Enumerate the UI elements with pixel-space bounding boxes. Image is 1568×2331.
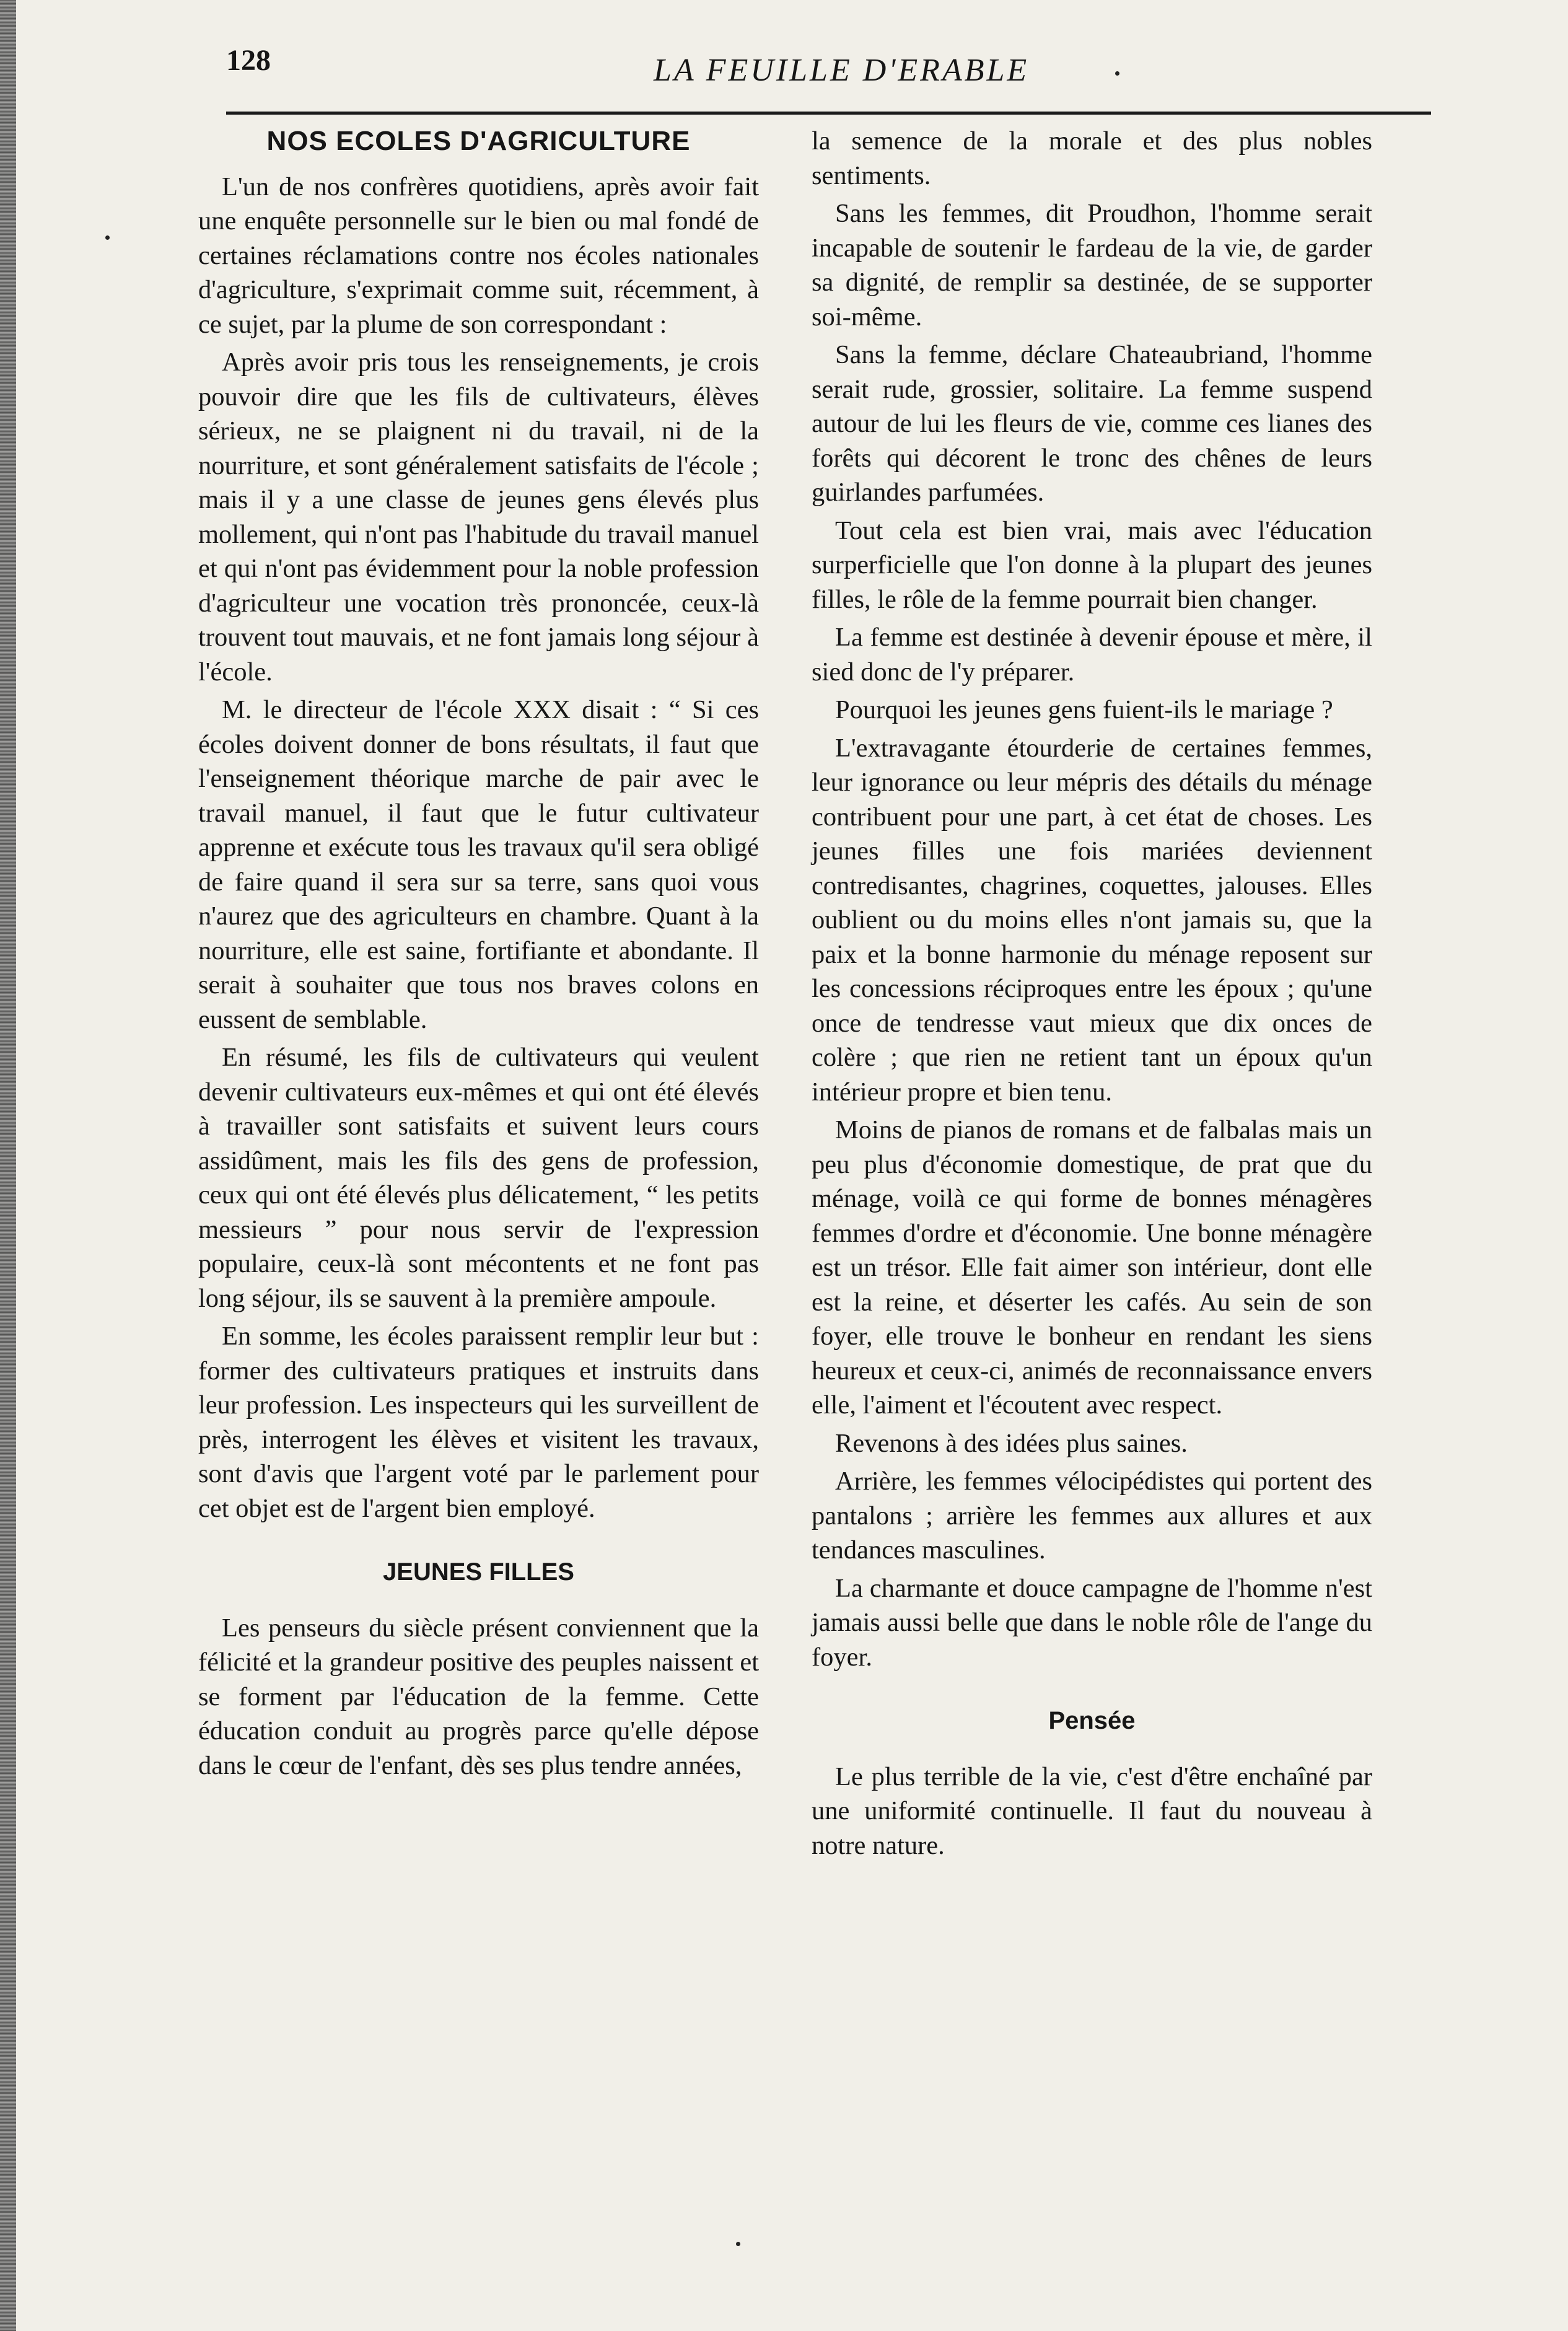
article-paragraph: La femme est destinée à devenir épouse et mère, il sied donc de l'y préparer. [812,623,1372,687]
article-paragraph: La charmante et douce campagne de l'homme n'est jamais aussi belle que dans le noble rôle de l'ange du foyer. [812,1573,1372,1672]
article-paragraph: Sans la femme, déclare Chateaubriand, l'homme serait rude, grossier, solitaire. La femme suspend autour de lui les fleurs de vie, comme ces lianes des forêts qui décorent le tronc des chênes de leurs guirlandes parfumées. [812,340,1372,507]
article-paragraph: Moins de pianos de romans et de falbalas mais un peu plus d'économie domestique, de prat que du ménage, voilà ce qui forme de bonnes ménagères femmes d'ordre et d'économie. Une bonne ménagère est un trésor. Elle fait aimer son intérieur, dont elle est la reine, et déserter les cafés. Au sein de son foyer, elle trouve le bonheur en rendant les siens heureux et ceux-ci, animés de reconnaissance envers elle, l'aiment et l'écoutent avec respect. [812,1115,1372,1420]
article-paragraph: Tout cela est bien vrai, mais avec l'éducation surperficielle que l'on donne à la plupart des jeunes filles, le rôle de la femme pourrait bien changer. [812,516,1372,614]
header-rule [226,112,1431,115]
print-speck [736,2242,740,2246]
article-paragraph: Pourquoi les jeunes gens fuient-ils le mariage ? [835,695,1333,724]
article-paragraph: Le plus terrible de la vie, c'est d'être enchaîné par une uniformité continuelle. Il faut du nouveau à notre nature. [812,1762,1372,1860]
print-speck [1115,71,1119,76]
page-number: 128 [226,44,271,77]
article-paragraph: Après avoir pris tous les renseignements, je crois pouvoir dire que les fils de cultivateurs, élèves sérieux, ne se plaignent ni du travail, ni de la nourriture, et sont généralement satisfaits de l'école ; mais il y a une classe de jeunes gens élevés plus mollement, qui n'ont pas l'habitude du travail manuel et qui n'ont pas évidemment pour la noble profession d'agriculteur une vocation très prononcée, ceux-là trouvent tout mauvais, et ne font jamais long séjour à l'école. [198,348,759,687]
article-paragraph: Revenons à des idées plus saines. [835,1428,1188,1458]
scanned-page-edge [0,0,16,2331]
article-paragraph: Les penseurs du siècle présent conviennent que la félicité et la grandeur positive des peuples naissent et se forment par l'éducation de la femme. Cette éducation conduit au progrès parce qu'elle dépose dans le cœur de l'enfant, dès ses plus tendre années, [198,1613,759,1780]
right-column [812,124,1372,1866]
print-speck [105,235,110,240]
article-paragraph: L'un de nos confrères quotidiens, après avoir fait une enquête personnelle sur le bien ou mal fondé de certaines réclamations contre nos écoles nationales d'agriculture, s'exprimait comme suit, récemment, à ce sujet, par la plume de son correspondant : [198,172,759,339]
left-column [198,124,759,1786]
article-paragraph: M. le directeur de l'école XXX disait : “ Si ces écoles doivent donner de bons résultats, il faut que l'enseignement théorique marche de pair avec le travail manuel, il faut que le futur cultivateur apprenne et exécute tous les travaux qu'il sera obligé de faire quand il sera sur sa terre, sans quoi vous n'aurez que des agriculteurs en chambre. Quant à la nourriture, elle est saine, fortifiante et abondante. Il serait à souhaiter que tous nos braves colons en eussent de semblable. [198,695,759,1034]
running-title: LA FEUILLE D'ERABLE [654,53,1030,88]
article-paragraph: En résumé, les fils de cultivateurs qui veulent devenir cultivateurs eux-mêmes et qui ont été élevés à travailler sont satisfaits et suivent leurs cours assidûment, mais les fils des gens de profession, ceux qui ont été élevés plus délicatement, “ les petits messieurs ” pour nous servir de l'expression populaire, ceux-là sont mécontents et ne font pas long séjour, ils se sauvent à la première ampoule. [198,1043,759,1313]
article-title-jeunes-filles: JEUNES FILLES [383,1558,574,1586]
article-title-ecoles: NOS ECOLES D'AGRICULTURE [266,126,691,156]
article-title-pensee: Pensée [1048,1707,1136,1734]
article-paragraph: Arrière, les femmes vélocipédistes qui portent des pantalons ; arrière les femmes aux allures et aux tendances masculines. [812,1467,1372,1565]
article-paragraph: En somme, les écoles paraissent remplir leur but : former des cultivateurs pratiques et instruits dans leur profession. Les inspecteurs qui les surveillent de près, interrogent les élèves et visitent les travaux, sont d'avis que l'argent voté par le parlement pour cet objet est de l'argent bien employé. [198,1322,759,1523]
running-header [226,38,1431,119]
article-paragraph-continued: la semence de la morale et des plus nobles sentiments. [812,126,1372,190]
article-paragraph: L'extravagante étourderie de certaines femmes, leur ignorance ou leur mépris des détails du ménage contribuent pour une part, à cet état de choses. Les jeunes filles une fois mariées deviennent contredisantes, chagrines, coquettes, jalouses. Elles oublient ou du moins elles n'ont jamais su, que la paix et la bonne harmonie du ménage reposent sur les concessions réciproques entre les époux ; qu'une once de tendresse vaut mieux que dix onces de colère ; que rien ne retient tant un époux qu'un intérieur propre et bien tenu. [812,733,1372,1107]
article-paragraph: Sans les femmes, dit Proudhon, l'homme serait incapable de soutenir le fardeau de la vie, de garder sa dignité, de remplir sa destinée, de se supporter soi-même. [812,199,1372,331]
